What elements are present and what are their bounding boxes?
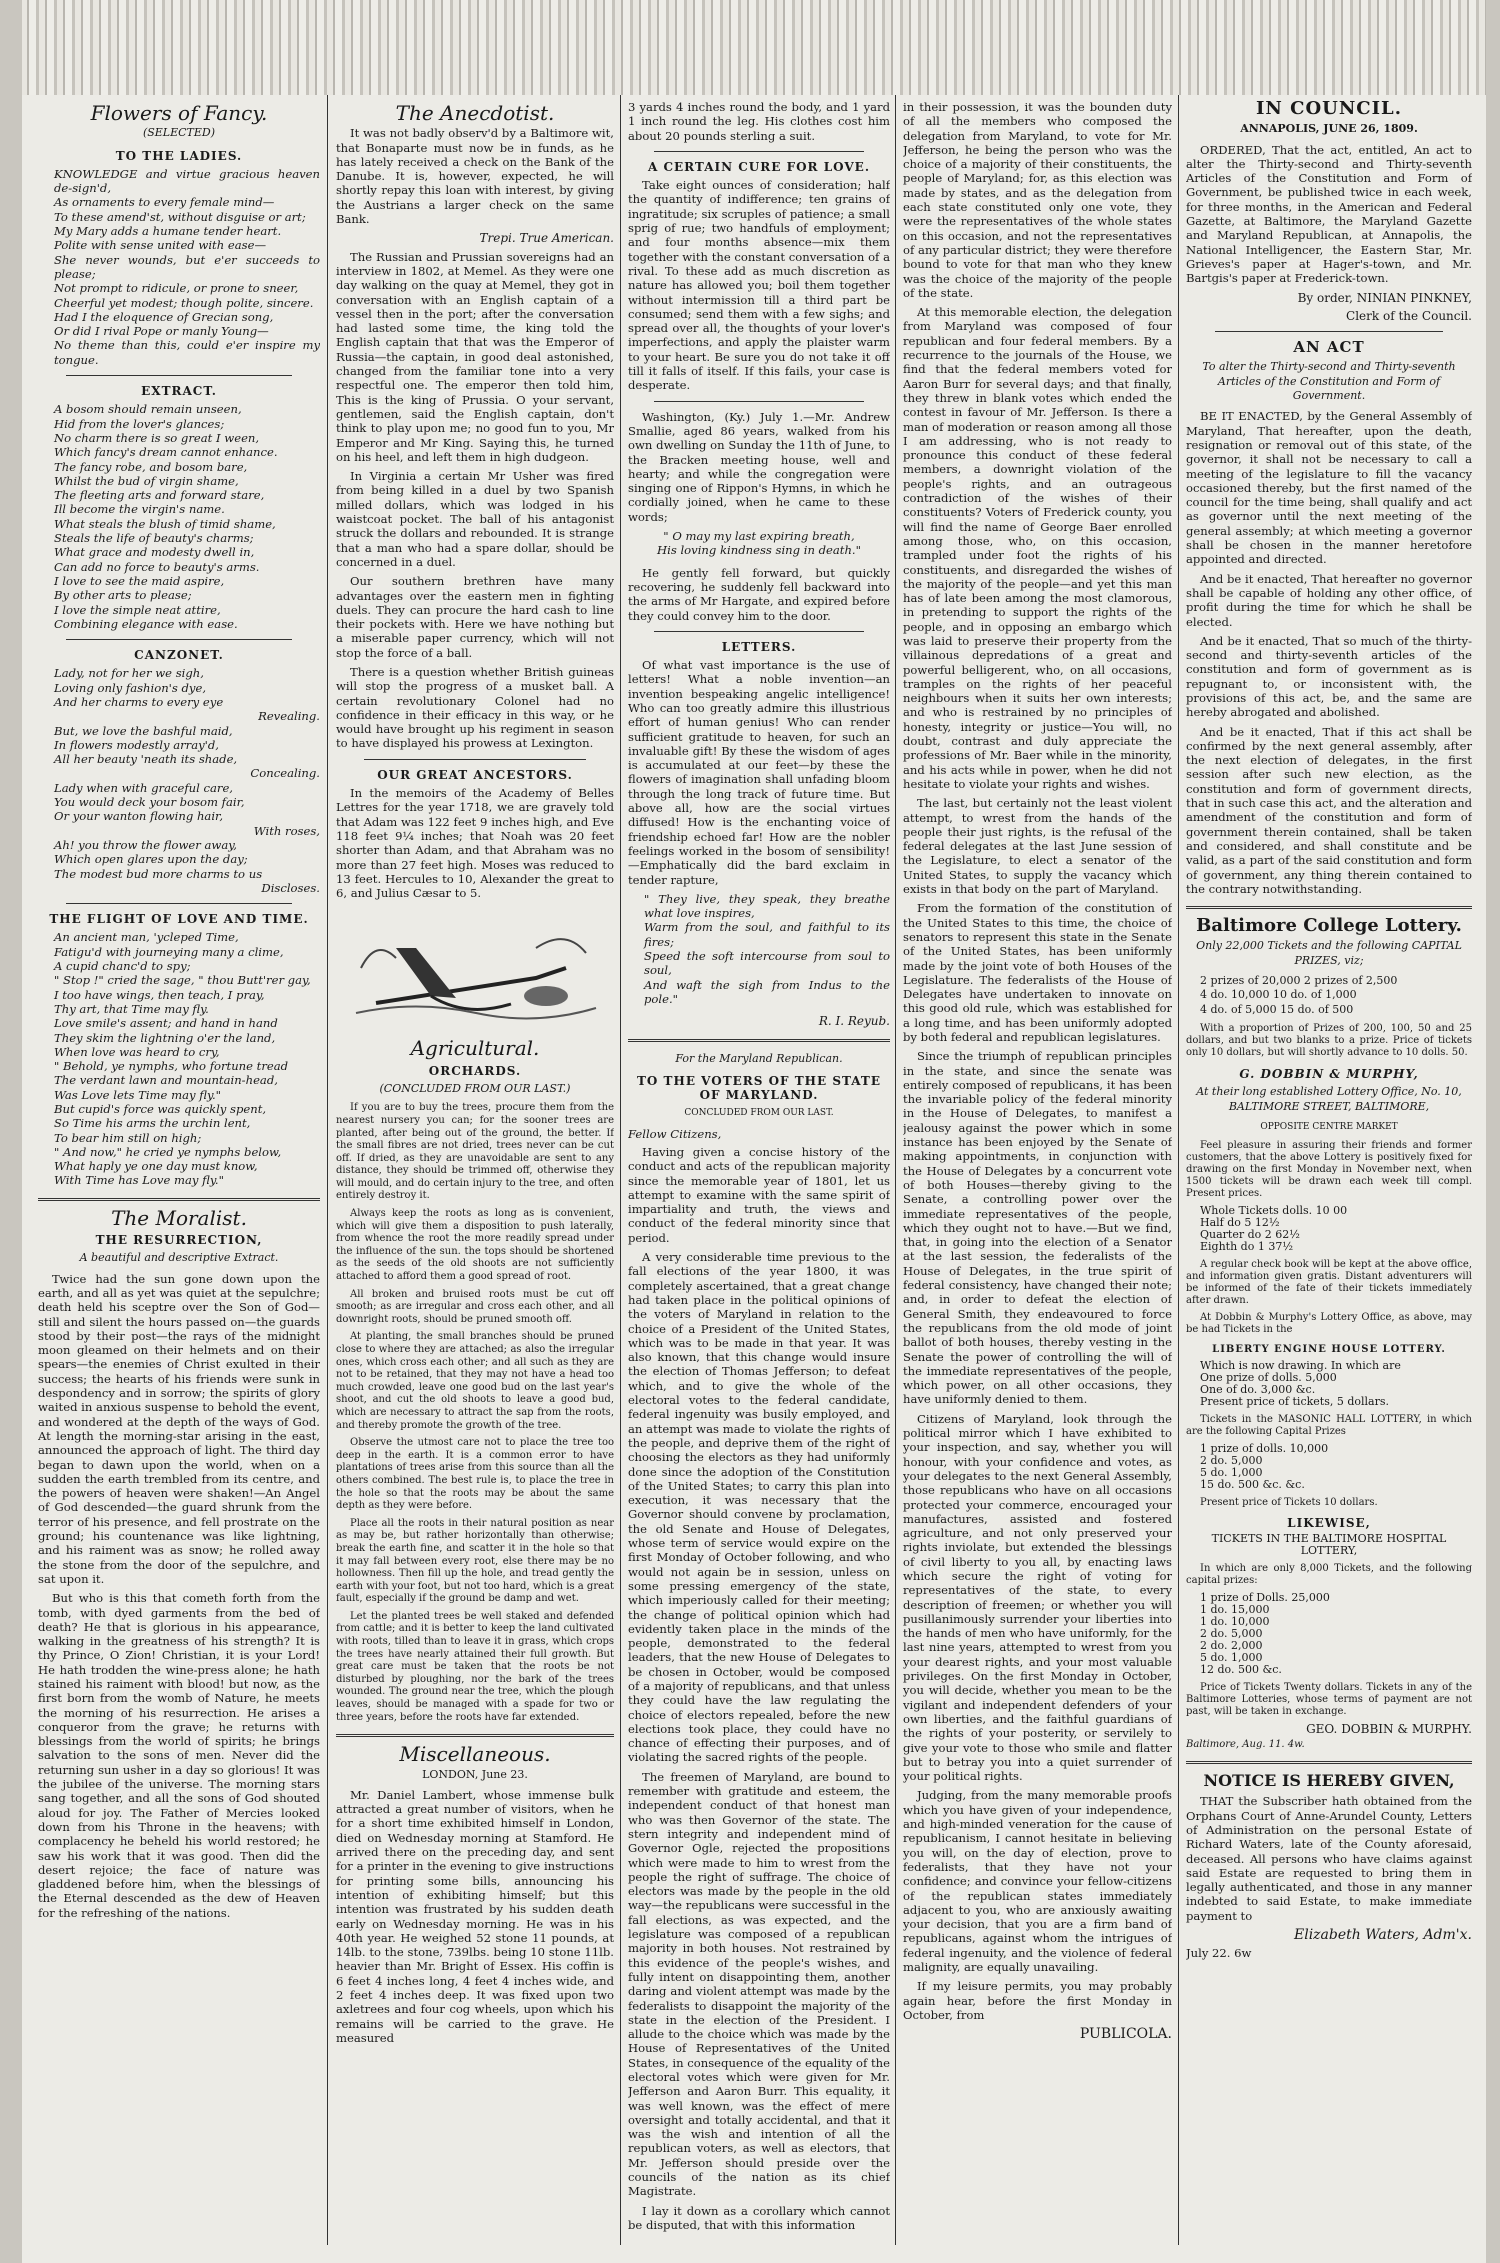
article-paragraph: ORDERED, That the act, entitled, An act to alter the Thirty-second and Thirty-seventh Articles of the Constitution and Form of Government, be published twice in each week, for three months, in the American and Federal Gazette, at Baltimore, the Maryland Gazette and Maryland Republican, at Annapolis, the National Intelligencer, the Eastern Star, Mr. Grieves's paper at Hager's-town, and Mr. Bartgis's paper at Frederick-town. bbox=[1186, 142, 1472, 286]
verse-line: And waft the sigh from Indus to the pole." bbox=[644, 977, 890, 1006]
salutation: Fellow Citizens, bbox=[628, 1126, 722, 1141]
dateline: ANNAPOLIS, JUNE 26, 1809. bbox=[1240, 122, 1418, 136]
article-paragraph: But who is this that cometh forth from the tomb, with dyed garments from the bed of death? He that is glorious in his appearance, walking in the greatness of his strength? It is thy Prince, O Zion! Christian, it is your Lord! He hath trodden the wine-press alone; he hath stained his raiment with blood! but now, as the first born from the womb of Nature, he meets the morning of his resurrection. He arises a conqueror from the grave; he returns with blessings from the world of spirits; he brings salvation to the sons of men. Never did the returning sun usher in a day so glorious! It was the jubilee of the universe. The morning stars sang together, and all the sons of God shouted aloud for joy. The Father of Mercies looked down from his Throne in the heavens; with complacency he beheld his world restored; he saw his work that it was good. Then did the desert rejoice; the face of nature was gladdened before him, when the blessings of the Eternal descended as the dew of Heaven for the refreshing of the nations. bbox=[38, 1591, 320, 1920]
verse-line: With roses, bbox=[253, 823, 320, 838]
article-title: OUR GREAT ANCESTORS. bbox=[377, 767, 573, 782]
signature: Clerk of the Council. bbox=[1346, 308, 1472, 323]
verse-line: By other arts to please; bbox=[54, 588, 192, 603]
verse-line: Was Love lets Time may fly." bbox=[54, 1087, 221, 1102]
article-subtitle: CONCLUDED FROM OUR LAST. bbox=[684, 1108, 834, 1119]
article-paragraph: The Russian and Prussian sovereigns had an interview in 1802, at Memel. As they were one day walking on the quay at Memel, they got in conversation with an English captain of a vessel then in the port; after the conversation had lasted some time, the king told the English captain that that was the Emperor of Russia—the captain, in good deal astonished, changed from the familiar tone into a very respectful one. The emperor then told him, This is the king of Prussia. O your servant, gentlemen, said the English captain, don't think to play upon me; no good fun to you, Mr Emperor and Mr King. Saying this, he turned on his heel, and left them in high dudgeon. bbox=[336, 249, 614, 464]
article-paragraph: At this memorable election, the delegation from Maryland was composed of four republican and four federal members. By a recurrence to the journals of the House, we find that the federal members voted for Aaron Burr for several days; and that finally, they threw in blank votes which ended the contest in favour of Mr. Jefferson. Is there a man of moderation or reason among all those I am addressing, who is not ready to pronounce this conduct of these federal members, a downright violation of the people's rights, and an outrageous contradiction of the wishes of their constituents? Voters of Frederick county, you will find the name of George Baer enrolled among those, who, on this occasion, trampled under foot the rights of his constituents, and disregarded the wishes of the majority of the people—and yet this man has of late been among the most clamorous, in pretending to support the rights of the people, and in opposing an embargo which was laid to preserve their property from the villainous depredations of a great and powerful belligerent, who, on all occasions, tramples on the rights of her peaceful neighbours when it suits her own interests; and who is restrained by no principles of honesty, integrity or justice—You will, no doubt, contrast and duly appreciate the professions of Mr. Baer while in the minority, and his acts while in power, when he did not hesitate to violate your rights and wishes. bbox=[903, 305, 1172, 791]
double-rule bbox=[628, 1039, 890, 1042]
signature: PUBLICOLA. bbox=[1079, 2026, 1172, 2043]
signature: By order, NINIAN PINKNEY, bbox=[1297, 290, 1472, 305]
prize-line: 2 prizes of 20,000 2 prizes of 2,500 bbox=[1200, 974, 1398, 988]
prize-line: 4 do. of 5,000 15 do. of 500 bbox=[1200, 1002, 1354, 1016]
article-paragraph: Twice had the sun gone down upon the earth, and all as yet was quiet at the sepulchre; death held his sceptre over the Son of God—still and silent the hours passed on—the guards stood by their post—the rays of the midnight moon gleamed on their helmets and on their spears—the enemies of Christ exulted in their success; the hearts of his friends were sunk in despondency and in sorrow; the spirits of glory waited in anxious suspense to behold the event, and wondered at the depth of the ways of God. At length the morning-star arising in the east, announced the approach of light. The third day began to dawn upon the world, when on a sudden the earth trembled from its centre, and the powers of heaven were shaken!—An Angel of God descended—the guard shrunk from the terror of his presence, and fell prostrate on the ground; his countenance was like lightning, and his raiment was as snow; he rolled away the stone from the door of the sepulchre, and sat upon it. bbox=[38, 1271, 320, 1586]
article-paragraph: In which are only 8,000 Tickets, and the following capital prizes: bbox=[1186, 1563, 1472, 1587]
article-paragraph: Having given a concise history of the conduct and acts of the republican majority since the memorable year of 1801, let us attempt to examine with the same spirit of impartiality and truth, the views and conduct of the federal minority since that period. bbox=[628, 1145, 890, 1245]
price-line: Whole Tickets dolls. 10 00 bbox=[1200, 1204, 1348, 1218]
verse-line: When love was heard to cry, bbox=[54, 1044, 220, 1059]
lottery-name: TICKETS IN THE BALTIMORE HOSPITAL LOTTERY, bbox=[1211, 1532, 1447, 1558]
article-title: A CERTAIN CURE FOR LOVE. bbox=[647, 159, 871, 174]
article-paragraph: From the formation of the constitution of the United States to this time, the choice of senators to represent this state in the Senate of the United States, has been uniformly made by the joint vote of both Houses of the Legislature. The federalists of the House of Delegates have undertaken to innovate on this good old rule, which was established for a long time, and has been uniformly adopted by both federal and republican legislatures. bbox=[903, 901, 1172, 1044]
article-paragraph: At planting, the small branches should be pruned close to where they are attached; as also the irregular ones, which cross each other; and all such as they are not to be retained, that they may not have a head too much crowded, leave one good bud on the last year's shoot, and cut the old shoots to leave a good bud, which are necessary to attract the sap from the roots, and thereby promote the growth of the tree. bbox=[336, 1331, 614, 1431]
article-paragraph: THAT the Subscriber hath obtained from the Orphans Court of Anne-Arundel County, Letters of Administration on the personal Estate of Richard Waters, late of the County aforesaid, deceased. All persons who have claims against said Estate are requested to bring them in legally authenticated, and those in any manner indebted to said Estate, to make immediate payment to bbox=[1186, 1794, 1472, 1923]
source-line: For the Maryland Republican. bbox=[675, 1051, 843, 1065]
attribution: Trepi. True American. bbox=[479, 231, 614, 246]
prize-line: One of do. 3,000 &c. bbox=[1200, 1383, 1316, 1397]
article-paragraph: BE IT ENACTED, by the General Assembly of Maryland, That hereafter, upon the death, resignation or removal out of this state, of the governor, it shall not be necessary to call a meeting of the legislature to fill the vacancy occasioned thereby, but the first named of the council for the time being, shall qualify and act as governor until the next meeting of the general assembly; at which meeting a governor shall be chosen in the manner heretofore appointed and directed. bbox=[1186, 409, 1472, 567]
article-paragraph: 3 yards 4 inches round the body, and 1 yard 1 inch round the leg. His clothes cost him about 20 pounds sterling a suit. bbox=[628, 100, 890, 143]
poem-title: EXTRACT. bbox=[141, 384, 217, 399]
poem-title: THE FLIGHT OF LOVE AND TIME. bbox=[49, 912, 309, 927]
verse-line: " They live, they speak, they breathe what love inspires, bbox=[644, 891, 890, 921]
prize-line: 5 do. 1,000 bbox=[1200, 1651, 1263, 1665]
verse-line: All her beauty 'neath its shade, bbox=[54, 752, 238, 767]
price-line: Quarter do 2 62½ bbox=[1200, 1228, 1300, 1242]
prize-line: Which is now drawing. In which are bbox=[1200, 1359, 1401, 1373]
column-rule bbox=[327, 95, 328, 2245]
verse-line: Had I the eloquence of Grecian song, bbox=[54, 309, 274, 324]
likewise-label: LIKEWISE, bbox=[1287, 1516, 1371, 1531]
miscellaneous-heading: Miscellaneous. bbox=[399, 1742, 551, 1767]
quote-verse bbox=[628, 529, 890, 558]
notice-heading: NOTICE IS HEREBY GIVEN, bbox=[1203, 1771, 1455, 1791]
verse-line: Speed the soft intercourse from soul to soul, bbox=[644, 949, 890, 978]
verse-line: So Time his arms the urchin lent, bbox=[54, 1116, 251, 1131]
article-paragraph: Washington, (Ky.) July 1.—Mr. Andrew Smallie, aged 86 years, walked from his own dwelling on Sunday the 11th of June, to the Bracken meeting house, well and hearty; and while the congregation were singing one of Rippon's Hymns, in which he cordially joined, when he came to these words; bbox=[628, 409, 890, 524]
verse-line: Ah! you throw the flower away, bbox=[54, 837, 237, 852]
torn-top-edge bbox=[0, 0, 1500, 95]
verse-line: But cupid's force was quickly spent, bbox=[54, 1102, 267, 1116]
divider bbox=[1215, 331, 1444, 332]
price-line: Eighth do 1 37½ bbox=[1200, 1240, 1293, 1254]
verse-line: To these amend'st, without disguise or art; bbox=[54, 209, 306, 224]
lottery-name: LIBERTY ENGINE HOUSE LOTTERY. bbox=[1212, 1344, 1446, 1356]
ad-date: Baltimore, Aug. 11. 4w. bbox=[1186, 1739, 1305, 1751]
verse-line: Discloses. bbox=[261, 880, 320, 895]
article-title: ORCHARDS. bbox=[428, 1063, 522, 1078]
price-line: Half do 5 12½ bbox=[1200, 1216, 1280, 1230]
article-title: THE RESURRECTION, bbox=[95, 1233, 263, 1248]
prize-line: 12 do. 500 &c. bbox=[1200, 1663, 1282, 1677]
poem-verse bbox=[38, 167, 320, 367]
signature: R. I. Reyub. bbox=[818, 1014, 890, 1029]
verse-line: A bosom should remain unseen, bbox=[54, 402, 242, 417]
verse-line: The modest bud more charms to us bbox=[54, 866, 263, 881]
article-title: LETTERS. bbox=[721, 639, 797, 654]
article-paragraph: Judging, from the many memorable proofs which you have given of your independence, and high-minded veneration for the cause of republicanism, I cannot hesitate in believing you will, on the day of election, prove to federalists, that they have not your confidence; and convince your fellow-citizens of the republican states immediately adjacent to you, who are anxiously awaiting your decision, that you are a firm band of republicans, against whom the intrigues of federal ingenuity, and the violence of federal malignity, are equally unavailing. bbox=[903, 1788, 1172, 1974]
verse-line: My Mary adds a humane tender heart. bbox=[54, 224, 282, 239]
signature: GEO. DOBBIN & MURPHY. bbox=[1306, 1722, 1472, 1737]
article-paragraph: And be it enacted, That hereafter no governor shall be capable of holding any other office, of profit during the time for which he shall be elected. bbox=[1186, 571, 1472, 629]
verse-line: Polite with sense united with ease— bbox=[54, 238, 267, 253]
double-rule bbox=[1186, 906, 1472, 909]
verse-line: Hid from the lover's glances; bbox=[54, 416, 225, 431]
verse-line: " Behold, ye nymphs, who fortune tread bbox=[54, 1059, 289, 1074]
verse-line: They skim the lightning o'er the land, bbox=[54, 1030, 276, 1045]
prize-line: 1 prize of dolls. 10,000 bbox=[1200, 1442, 1329, 1456]
lottery-details bbox=[1186, 1140, 1472, 1751]
left-margin bbox=[0, 0, 22, 2263]
article-paragraph: in their possession, it was the bounden duty of all the members who composed the delegation from Maryland, to vote for Mr. Jefferson, he being the person who was the choice of a majority of their constituents, the people of Maryland; for, as this election was made by states, and as the delegation from each state constituted only one vote, they were the representatives of the whole states on this occasion, and not the representatives of any particular district; they were therefore bound to vote for that man who they knew was the choice of the majority of the people of the state. bbox=[903, 100, 1172, 300]
article-paragraph: With a proportion of Prizes of 200, 100, 50 and 25 dollars, and but two blanks to a prize. Price of tickets only 10 dollars, but will shortly advance to 10 dolls. 50. bbox=[1186, 1022, 1472, 1058]
prize-line: 1 do. 15,000 bbox=[1200, 1603, 1270, 1617]
verse-line: KNOWLEDGE and virtue gracious heaven de-sign'd, bbox=[54, 166, 320, 196]
double-rule bbox=[336, 1734, 614, 1737]
poem-title: TO THE LADIES. bbox=[115, 148, 243, 163]
prize-list bbox=[1200, 974, 1472, 1017]
verse-line: As ornaments to every female mind— bbox=[54, 195, 275, 210]
article-paragraph: Present price of Tickets 10 dollars. bbox=[1200, 1497, 1378, 1509]
article-title: TO THE VOTERS OF THE STATE OF MARYLAND. bbox=[636, 1073, 881, 1103]
column-3 bbox=[628, 100, 890, 2240]
article-paragraph: He gently fell forward, but quickly recovering, he suddenly fell backward into the arms of Mr Hargate, and expired before they could convey him to the door. bbox=[628, 565, 890, 623]
column-1 bbox=[38, 100, 320, 2240]
lottery-heading: Baltimore College Lottery. bbox=[1196, 915, 1462, 937]
prize-line: 1 do. 10,000 bbox=[1200, 1615, 1270, 1629]
article-subtitle: (CONCLUDED FROM OUR LAST.) bbox=[379, 1082, 571, 1096]
verse-line: What haply ye one day must know, bbox=[54, 1159, 258, 1174]
divider bbox=[654, 401, 864, 402]
quote-verse bbox=[628, 892, 890, 1006]
moralist-heading: The Moralist. bbox=[111, 1205, 247, 1230]
article-paragraph: Let the planted trees be well staked and defended from cattle; and it is better to keep the land cultivated with roots, tilled than to leave it in grass, which crops the trees have nearly attained their full growth. But great care must be taken that the roots be not disturbed by ploughing, nor the bark of the trees wounded. The ground near the tree, which the plough leaves, should be managed with a spade for two or three years, before the roots have far extended. bbox=[336, 1610, 614, 1723]
verse-line: " Stop !" cried the sage, " thou Butt'rer gay, bbox=[54, 973, 311, 988]
verse-line: What grace and modesty dwell in, bbox=[54, 545, 255, 560]
prize-line: 2 do. 2,000 bbox=[1200, 1639, 1263, 1653]
divider bbox=[66, 903, 292, 904]
column-rule bbox=[1178, 95, 1179, 2245]
verse-line: She never wounds, but e'er succeeds to please; bbox=[54, 252, 320, 281]
column-rule bbox=[620, 95, 621, 2245]
verse-line: " O may my last expiring breath, bbox=[663, 529, 855, 544]
verse-line: Love smile's assent; and hand in hand bbox=[54, 1016, 278, 1031]
verse-line: Which open glares upon the day; bbox=[54, 852, 248, 867]
verse-line: No charm there is so great I ween, bbox=[54, 430, 260, 445]
verse-line: Steals the life of beauty's charms; bbox=[54, 531, 254, 546]
verse-line: In flowers modestly array'd, bbox=[54, 737, 219, 752]
article-paragraph: Tickets in the MASONIC HALL LOTTERY, in which are the following Capital Prizes bbox=[1186, 1414, 1472, 1438]
act-heading: AN ACT bbox=[1293, 338, 1365, 357]
article-paragraph: At Dobbin & Murphy's Lottery Office, as above, may be had Tickets in the bbox=[1186, 1312, 1472, 1336]
prize-line: 15 do. 500 &c. &c. bbox=[1200, 1478, 1305, 1492]
flowers-of-fancy-heading: Flowers of Fancy. bbox=[90, 101, 268, 125]
article-paragraph: If my leisure permits, you may probably again hear, before the first Monday in October, from bbox=[903, 1979, 1172, 2022]
column-5 bbox=[1186, 100, 1472, 2240]
prize-list bbox=[1200, 1443, 1472, 1491]
ad-date: July 22. 6w bbox=[1186, 1946, 1252, 1961]
column-2 bbox=[336, 100, 614, 2240]
article-paragraph: All broken and bruised roots must be cut off smooth; as are irregular and cross each other, and all downright roots, should be pruned smooth off. bbox=[336, 1288, 614, 1325]
verse-line: Ill become the virgin's name. bbox=[54, 502, 225, 517]
anecdotist-heading: The Anecdotist. bbox=[395, 101, 555, 125]
verse-line: Whilst the bud of virgin shame, bbox=[54, 473, 239, 488]
verse-line: To bear him still on high; bbox=[54, 1130, 202, 1145]
divider bbox=[364, 759, 586, 760]
verse-line: The fancy robe, and bosom bare, bbox=[54, 459, 248, 474]
column-4 bbox=[903, 100, 1172, 2240]
article-paragraph: A very considerable time previous to the fall elections of the year 1800, it was completely ascertained, that a great change had taken place in the political opinions of the voters of Maryland in relation to the choice of a President of the United States, which was to be made in that year. It was also known, that this change would insure the election of Thomas Jefferson; to defeat which, and to give the whole of the electoral votes to the federal candidate, federal ingenuity was busily employed, and an attempt was made to violate the rights of the people, and deprive them of the right of choosing the electors as they had uniformly done since the adoption of the Constitution of the United States; to carry this plan into execution, it was necessary that the Governor should convene by proclamation, the old Senate and House of Delegates, whose term of service would expire on the first Monday of October following, and who would not again be in session, unless on some pressing emergency of the state, which imperiously called for their meeting; the change of political opinion which had evidently taken place in the minds of the people, demonstrated to the federal leaders, that the new House of Delegates to be chosen in October, would be composed of a majority of republicans, and that unless they could have the law regulating the choice of electors repealed, before the new elections took place, they could have no chance of effecting their purposes, and of violating the sacred rights of the people. bbox=[628, 1250, 890, 1765]
article-paragraph: Citizens of Maryland, look through the political mirror which I have exhibited to your inspection, and say, whether you will honour, with your confidence and votes, as your delegates to the next General Assembly, those republicans who have on all occasions protected your commerce, encouraged your manufactures, assisted and fostered agriculture, and not only preserved your rights inviolate, but extended the blessings of civil liberty to you all, by enacting laws which secure the right of voting for representatives of the state, to every description of freemen; or whether you will pusillanimously surrender your liberties into the hands of men who have uniformly, for the last nine years, attempted to wrest from you your dearest rights, and your most valuable privileges. On the first Monday in October, you will decide, whether you mean to be the vigilant and independent defenders of your own liberties, and the faithful guardians of the rights of your posterity, or servilely to give your vote to those who smile and flatter but to betray you into a quiet surrender of your political rights. bbox=[903, 1411, 1172, 1784]
office-location: OPPOSITE CENTRE MARKET bbox=[1260, 1121, 1398, 1132]
verse-line: Loving only fashion's dye, bbox=[54, 680, 207, 695]
verse-line: Lady when with graceful care, bbox=[54, 780, 233, 795]
plough-icon bbox=[336, 908, 614, 1033]
verse-line: With Time has Love may fly." bbox=[54, 1173, 224, 1188]
verse-line: The verdant lawn and mountain-head, bbox=[54, 1073, 278, 1088]
divider bbox=[654, 631, 864, 632]
agricultural-heading: Agricultural. bbox=[410, 1036, 540, 1061]
article-paragraph: Always keep the roots as long as is convenient, which will give them a disposition to push laterally, from whence the root the more readily spread under the influence of the sun. the tops should be shortened as the seeds of the old shoots are not sufficiently attached to afford them a good spread of root. bbox=[336, 1208, 614, 1283]
article-paragraph: Of what vast importance is the use of letters! What a noble invention—an invention bespeaking angelic intelligence! Who can too greatly admire this illustrious effort of human genius! Who can render sufficient gratitude to heaven, for such an invaluable gift! By these the wisdom of ages is accumulated at our feet—by these the flowers of imagination shall unfading bloom through the long track of future time. But above all, how are the social virtues diffused! How is the enchanting voice of friendship echoed far! How are the nobler feelings worked in the bosom of sensibility!—Emphatically did the bard exclaim in tender rapture, bbox=[628, 658, 890, 887]
prize-line: 2 do. 5,000 bbox=[1200, 1454, 1263, 1468]
price-list bbox=[1200, 1205, 1472, 1253]
verse-line: Combining elegance with ease. bbox=[54, 616, 238, 631]
article-paragraph: The last, but certainly not the least violent attempt, to wrest from the hands of the people their just rights, is the refusal of the federal delegates at the last June session of the Legislature, to elect a senator of the United States, to supply the vacancy which exists in that body on the part of Maryland. bbox=[903, 796, 1172, 897]
dateline: LONDON, June 23. bbox=[422, 1767, 528, 1781]
prize-line: 1 prize of Dolls. 25,000 bbox=[1200, 1591, 1330, 1605]
office-address: At their long established Lottery Office, No. 10, BALTIMORE STREET, BALTIMORE, bbox=[1196, 1085, 1462, 1113]
verse-line: And her charms to every eye bbox=[54, 694, 224, 709]
poem-verse bbox=[38, 402, 320, 631]
verse-line: You would deck your bosom fair, bbox=[54, 795, 245, 810]
article-paragraph: Mr. Daniel Lambert, whose immense bulk attracted a great number of visitors, when he for a short time exhibited himself in London, died on Wednesday morning at Stamford. He arrived there on the preceding day, and sent for a printer in the evening to give instructions for printing some bills, announcing his intention of exhibiting himself; but this intention was frustrated by his sudden death early on Wednesday morning. He was in his 40th year. He weighed 52 stone 11 pounds, at 14lb. to the stone, 739lbs. being 10 stone 11lb. heavier than Mr. Bright of Essex. His coffin is 6 feet 4 inches long, 4 feet 4 inches wide, and 2 feet 4 inches deep. It was fixed upon two axletrees and four cog wheels, upon which his remains will be carried to the grave. He measured bbox=[336, 1787, 614, 2045]
article-paragraph: It was not badly observ'd by a Baltimore wit, that Bonaparte must now be in funds, as he has lately received a check on the Bank of the Danube. It is, however, expected, he will shortly repay this loan with interest, by giving the Austrians a larger check on the same Bank. bbox=[336, 126, 614, 227]
office-title: G. DOBBIN & MURPHY, bbox=[1239, 1066, 1419, 1081]
article-paragraph: Place all the roots in their natural position as near as may be, but rather horizontally than otherwise; break the earth fine, and scatter it in the hole so that it may fall between every root, else there may be no hollowness. Then fill up the hole, and tread gently the earth with your foot, but not too hard, which is a great fault, especially if the ground be damp and wet. bbox=[336, 1517, 614, 1605]
divider bbox=[66, 639, 292, 640]
verse-line: Can add no force to beauty's arms. bbox=[54, 559, 260, 574]
article-paragraph: Since the triumph of republican principles in the state, and since the senate was entirely composed of republicans, it has been the invariable policy of the federal minority in the House of Delegates, to manifest a jealousy against the power which in some instance has been enjoyed by the Senate of making appointments, in conjunction with the House of Delegates by a concurrent vote of both Houses—thereby giving to the Senate, a controlling power over the immediate representatives of the people, which they ought not to have.—But we find, that, in going into the election of a Senator at the last session, the federalists of the House of Delegates, in the true spirit of federal consistency, have changed their note; and, in order to defeat the election of General Smith, they endeavoured to force the republicans from the old mode of joint ballot of both houses, thereby vesting in the Senate the power of controlling the will of the immediate representatives of the people, which power, on all other occasions, they have uniformly denied to them. bbox=[903, 1049, 1172, 1407]
orchards-body bbox=[336, 1102, 614, 1724]
verse-line: " And now," he cried ye nymphs below, bbox=[54, 1144, 282, 1159]
act-subtitle: To alter the Thirty-second and Thirty-seventh Articles of the Constitution and Form of Government. bbox=[1202, 360, 1456, 403]
verse-line: Not prompt to ridicule, or prone to sneer, bbox=[54, 281, 299, 296]
verse-line: I love the simple neat attire, bbox=[54, 602, 221, 617]
article-paragraph: If you are to buy the trees, procure them from the nearest nursery you can; for the sooner trees are planted, after being out of the ground, the better. If the small fibres are not dried, trees never can be cut off. If dried, as they are unavoidable are sent to any distance, they should be trimmed off, otherwise they will mould, and do certain injury to the tree, and often entirely destroy it. bbox=[336, 1102, 614, 1202]
article-subtitle: A beautiful and descriptive Extract. bbox=[79, 1251, 279, 1265]
verse-line: A cupid chanc'd to spy; bbox=[54, 959, 191, 974]
article-paragraph: In the memoirs of the Academy of Belles Lettres for the year 1718, we are gravely told that Adam was 122 feet 9 inches high, and Eve 118 feet 9¼ inches; that Noah was 20 feet shorter than Adam, and that Abraham was no more than 27 feet high. Moses was reduced to 13 feet. Hercules to 10, Alexander the great to 6, and Julius Cæsar to 5. bbox=[336, 786, 614, 901]
verse-line: Which fancy's dream cannot enhance. bbox=[54, 445, 278, 460]
article-paragraph: I lay it down as a corollary which cannot be disputed, that with this information bbox=[628, 2203, 890, 2232]
article-paragraph: And be it enacted, That so much of the thirty-second and thirty-seventh articles of the constitution and form of government as is repugnant to, or inconsistent with, the provisions of this act, be, and the same are hereby abrogated and abolished. bbox=[1186, 633, 1472, 720]
right-margin bbox=[1486, 0, 1500, 2263]
article-paragraph: Our southern brethren have many advantages over the eastern men in fighting duels. They can procure the hard cash to line their pockets with. Here we have nothing but a miserable paper currency, which will not stop the force of a ball. bbox=[336, 574, 614, 660]
prize-line: 2 do. 5,000 bbox=[1200, 1627, 1263, 1641]
verse-line: Or your wanton flowing hair, bbox=[54, 809, 224, 824]
prize-line: 5 do. 1,000 bbox=[1200, 1466, 1263, 1480]
verse-line: His loving kindness sing in death." bbox=[657, 543, 861, 558]
article-paragraph: Feel pleasure in assuring their friends and former customers, that the above Lottery is positively fixed for drawing on the first Monday in November next, when 1500 tickets will be drawn each week till compl. Present prices. bbox=[1186, 1140, 1472, 1200]
prize-line: 4 do. 10,000 10 do. of 1,000 bbox=[1200, 988, 1357, 1002]
prize-list bbox=[1200, 1592, 1472, 1676]
verse-line: I too have wings, then teach, I pray, bbox=[54, 987, 265, 1002]
divider bbox=[654, 151, 864, 152]
verse-line: Warm from the soul, and faithful to its fires; bbox=[644, 920, 890, 949]
verse-line: But, we love the bashful maid, bbox=[54, 723, 233, 738]
verse-line: Or did I rival Pope or manly Young— bbox=[54, 324, 269, 339]
divider bbox=[66, 375, 292, 376]
council-heading: IN COUNCIL. bbox=[1256, 100, 1402, 119]
article-paragraph: Take eight ounces of consideration; half the quantity of indifference; ten grains of ingratitude; six scruples of patience; a small sprig of rue; two handfuls of employment; and four months absence—mix them together with the constant conversation of a rival. To these add as much discretion as nature has allowed you; boil them together without intermission till a third part be consumed; send them with a few sighs; and spread over all, the thoughts of your lover's imperfections, and apply the plaister warm to your heart. Be sure you do not take it off till it falls of itself. If this fails, your case is desperate. bbox=[628, 178, 890, 393]
prize-list bbox=[1200, 1360, 1472, 1408]
verse-line: Revealing. bbox=[258, 709, 320, 724]
verse-line: What steals the blush of timid shame, bbox=[54, 516, 276, 531]
poem-verse bbox=[38, 666, 320, 895]
plough-illustration bbox=[336, 908, 614, 1033]
verse-line: Thy art, that Time may fly. bbox=[54, 1001, 209, 1016]
double-rule bbox=[38, 1198, 320, 1201]
signature: Elizabeth Waters, Adm'x. bbox=[1294, 1927, 1472, 1944]
article-paragraph: Price of Tickets Twenty dollars. Tickets in any of the Baltimore Lotteries, whose terms of payment are not past, will be taken in exchange. bbox=[1186, 1682, 1472, 1718]
verse-line: Fatigu'd with journeying many a clime, bbox=[54, 944, 284, 959]
poem-title: CANZONET. bbox=[134, 648, 224, 663]
prize-line: Present price of tickets, 5 dollars. bbox=[1200, 1395, 1389, 1409]
article-paragraph: There is a question whether British guineas will stop the progress of a musket ball. A certain revolutionary Colonel had no confidence in their efficacy in this way, or he would have brought up his regiment in season to have displayed his prowess at Lexington. bbox=[336, 664, 614, 751]
selected-label: (SELECTED) bbox=[142, 126, 216, 140]
article-paragraph: Observe the utmost care not to place the tree too deep in the earth. It is a common error to have plantations of trees arise from this source than all the others combined. The best rule is, to place the tree in the hole so that the roots may be about the same depth as they were before. bbox=[336, 1437, 614, 1512]
article-paragraph: A regular check book will be kept at the above office, and information given gratis. Distant adventurers will be informed of the fate of their tickets immediately after drawn. bbox=[1186, 1259, 1472, 1307]
article-paragraph: The freemen of Maryland, are bound to remember with gratitude and esteem, the independent conduct of that honest man who was then Governor of the state. The stern integrity and independent mind of Governor Ogle, rejected the propositions which were made to him to wrest from the people the right of suffrage. The choice of electors was made by the people in the old way—the republicans were successful in the fall elections, as was expected, and the legislature was composed of a republican majority in both houses. Not restrained by this evidence of the people's wishes, and fully intent on disappointing them, another daring and violent attempt was made by the federalists to disappoint the majority of the state in the election of the President. I allude to the choice which was made by the House of Representatives of the United States, in consequence of the equality of the electoral votes which were given for Mr. Jefferson and Aaron Burr. This equality, it was well known, was the effect of mere oversight and totally accidental, and that it was the wish and intention of all the republican voters, as well as electors, that Mr. Jefferson should preside over the councils of the nation as its chief Magistrate. bbox=[628, 1769, 890, 2199]
lottery-intro: Only 22,000 Tickets and the following CAPITAL PRIZES, viz; bbox=[1196, 939, 1462, 967]
verse-line: No theme than this, could e'er inspire my tongue. bbox=[54, 338, 320, 367]
verse-line: I love to see the maid aspire, bbox=[54, 573, 225, 588]
verse-line: An ancient man, 'ycleped Time, bbox=[54, 930, 239, 945]
verse-line: Lady, not for her we sigh, bbox=[54, 666, 204, 681]
poem-verse bbox=[38, 930, 320, 1187]
verse-line: Cheerful yet modest; though polite, sincere. bbox=[54, 295, 314, 310]
article-paragraph: In Virginia a certain Mr Usher was fired from being killed in a duel by two Spanish milled dollars, which was lodged in his waistcoat pocket. The ball of his antagonist struck the dollars and rebounded. It is strange that a man who had a spare dollar, should be concerned in a duel. bbox=[336, 469, 614, 569]
verse-line: Concealing. bbox=[250, 766, 320, 781]
prize-line: One prize of dolls. 5,000 bbox=[1200, 1371, 1337, 1385]
double-rule bbox=[1186, 1761, 1472, 1764]
article-paragraph: And be it enacted, That if this act shall be confirmed by the next general assembly, after the next election of delegates, in the first session after such new election, as the constitution and form of government directs, that in such case this act, and the alteration and amendment of the constitution and form of government therein contained, shall be taken and considered, and shall constitute and be valid, as a part of the said constitution and form of government, any thing therein contained to the contrary notwithstanding. bbox=[1186, 724, 1472, 896]
verse-line: The fleeting arts and forward stare, bbox=[54, 488, 265, 503]
column-rule bbox=[895, 95, 896, 2245]
